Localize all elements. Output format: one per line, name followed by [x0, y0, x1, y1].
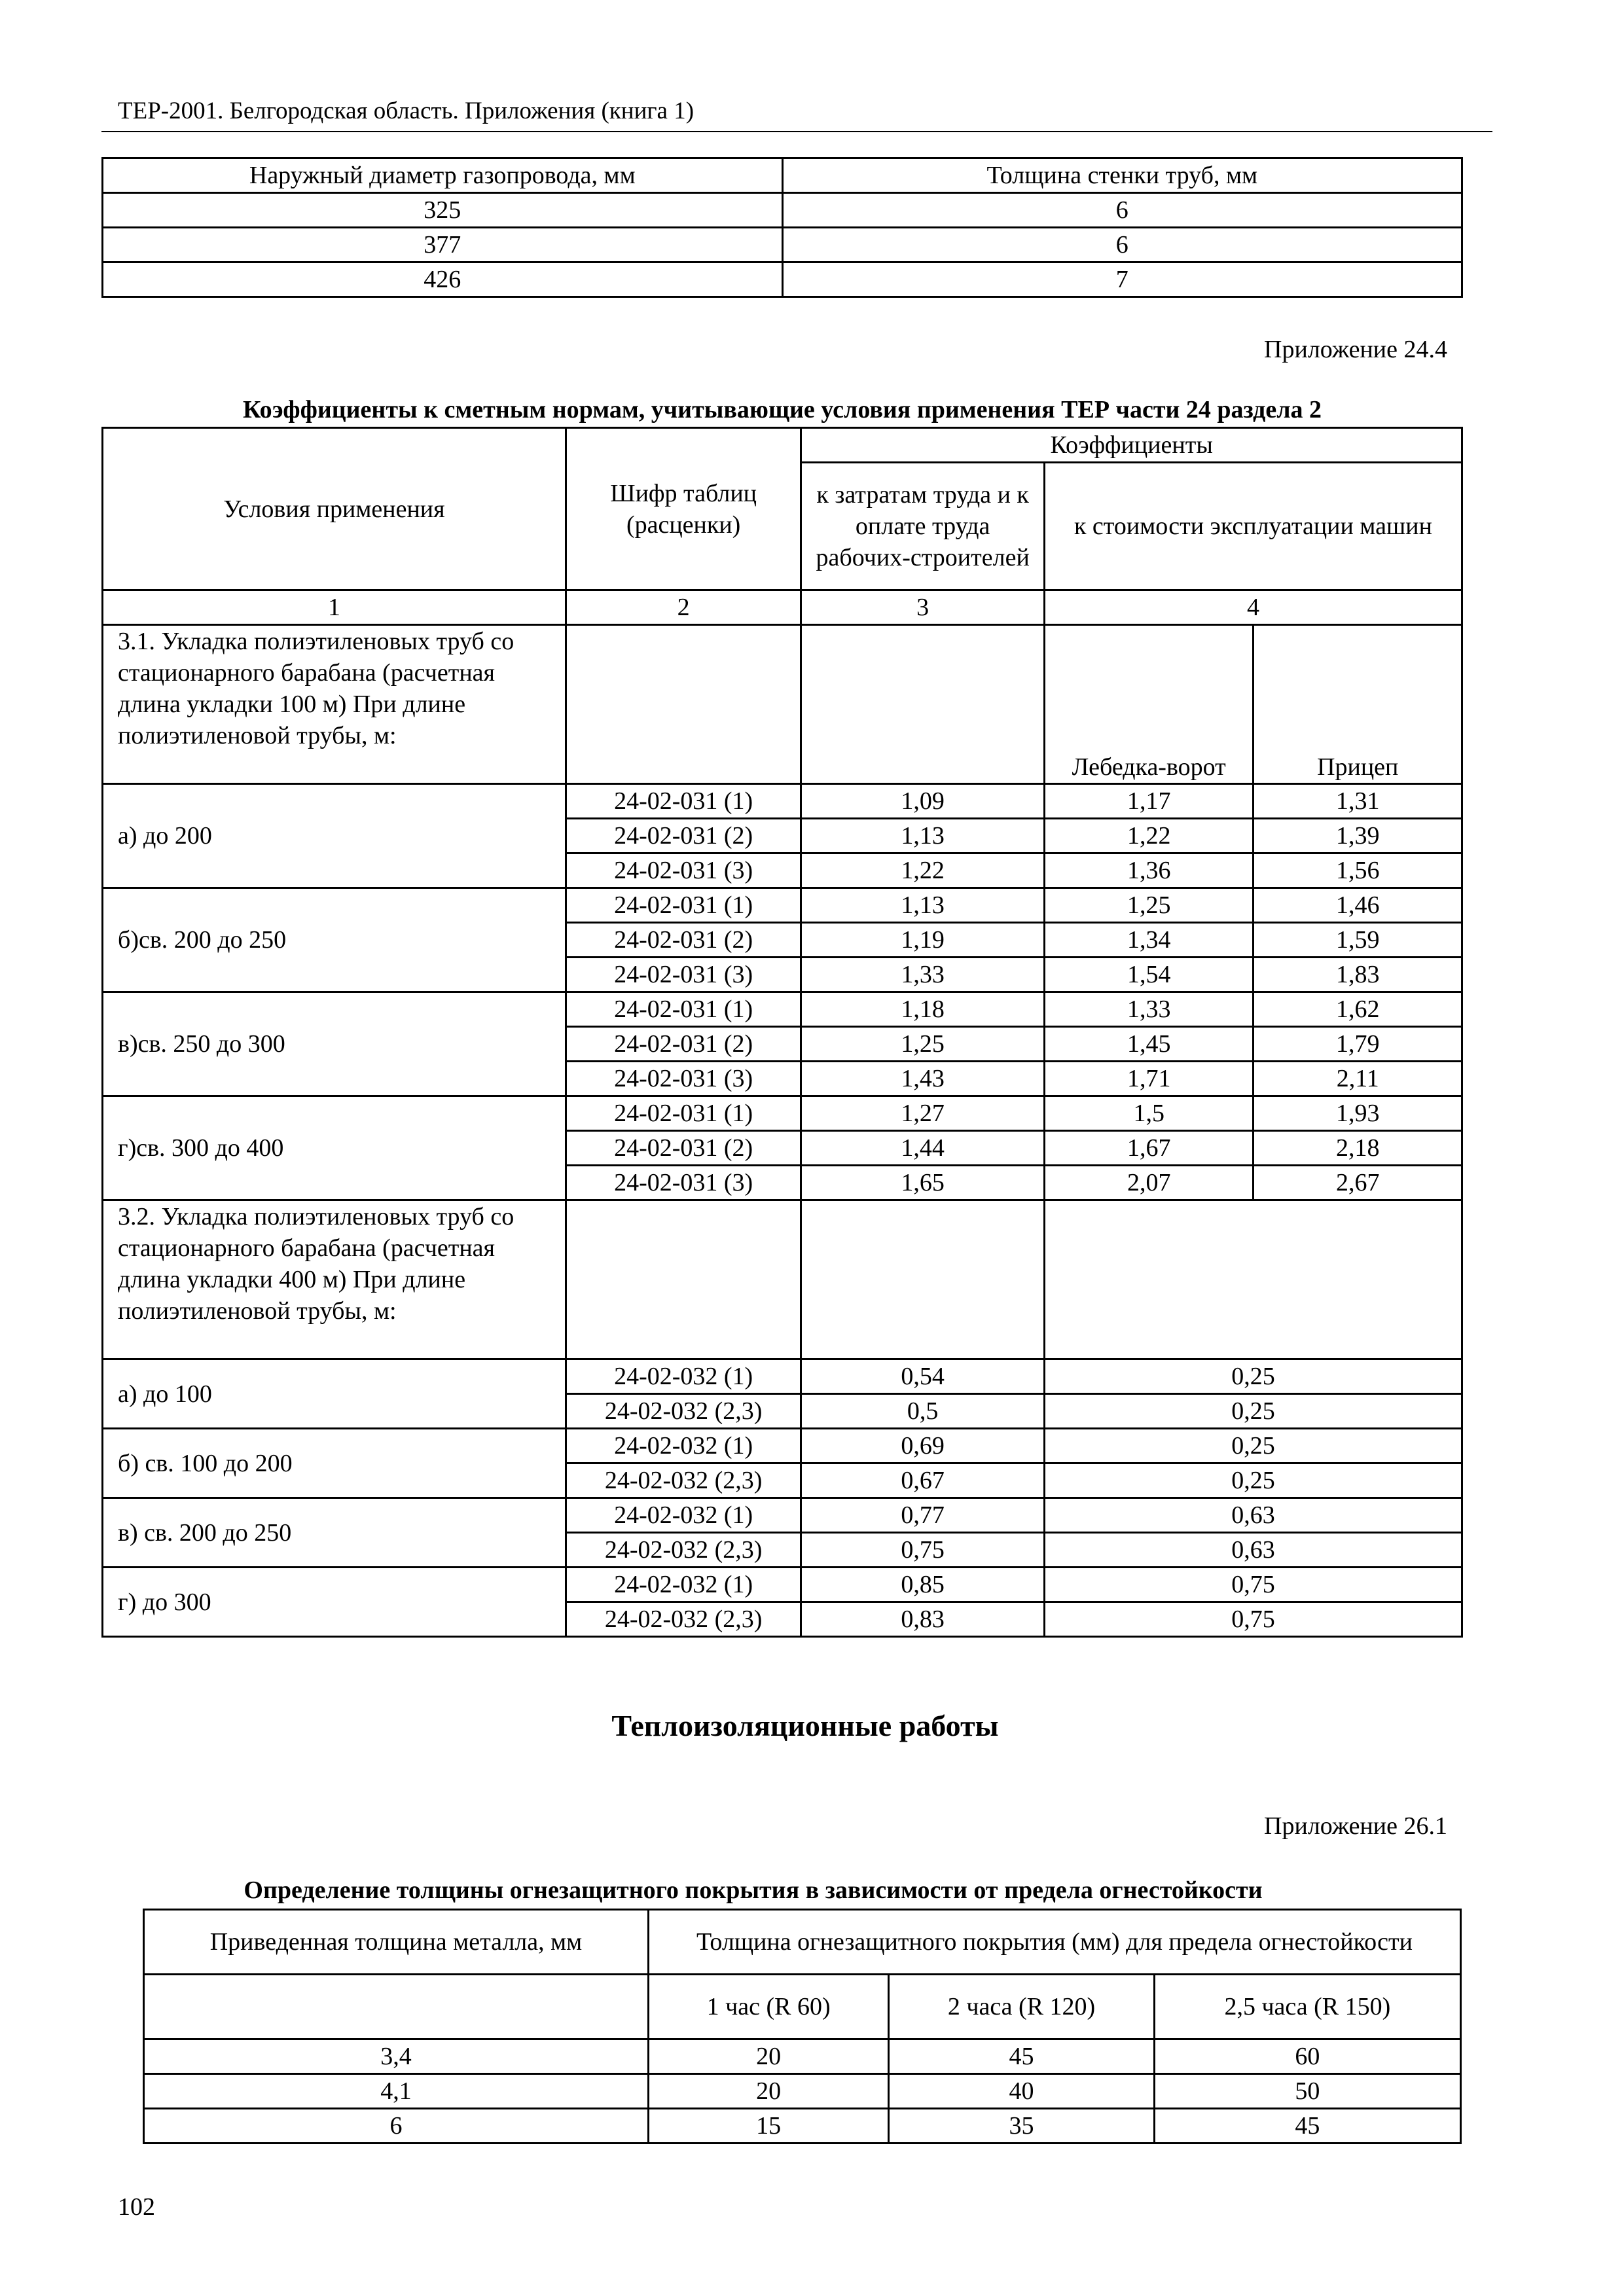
coefficients-table [101, 427, 1463, 1638]
table-cell: 24-02-032 (2,3) [566, 1602, 801, 1637]
table-cell: 1,43 [801, 1062, 1045, 1096]
table-cell [566, 625, 801, 784]
table-cell: 1,54 [1044, 958, 1254, 992]
table-header-row [103, 428, 1462, 463]
table-cell: 0,75 [1044, 1602, 1462, 1637]
table-cell: 0,25 [1044, 1463, 1462, 1498]
table-cell: 40 [889, 2074, 1154, 2109]
table-cell: 1,31 [1254, 784, 1462, 819]
table-cell: 0,63 [1044, 1498, 1462, 1533]
fireproof-coating-table [143, 1909, 1462, 2144]
table-header-row [144, 1975, 1461, 2039]
group-label: а) до 100 [103, 1359, 566, 1429]
table-cell: 1,33 [801, 958, 1045, 992]
section-row [103, 625, 1462, 784]
table-cell: 0,63 [1044, 1533, 1462, 1568]
table-cell: 50 [1154, 2074, 1460, 2109]
group-label: в) св. 200 до 250 [103, 1498, 566, 1568]
table-cell: 60 [1154, 2039, 1460, 2074]
group-label: г) до 300 [103, 1568, 566, 1637]
table-cell [1044, 1200, 1462, 1359]
table-cell: 1,59 [1254, 923, 1462, 958]
table-cell: 7 [782, 262, 1462, 297]
header-coefficients: Коэффициенты [801, 428, 1462, 463]
table-cell: 1,09 [801, 784, 1045, 819]
annex-label: Приложение 26.1 [1264, 1812, 1447, 1840]
table-cell: 1,25 [801, 1027, 1045, 1062]
table-row [144, 2109, 1461, 2144]
table-cell: 0,75 [801, 1533, 1045, 1568]
group-label: в)св. 250 до 300 [103, 992, 566, 1096]
table-cell: 3,4 [144, 2039, 649, 2074]
table-cell: 325 [103, 193, 783, 228]
subheader-trailer: Прицеп [1254, 625, 1462, 784]
group-label: а) до 200 [103, 784, 566, 888]
table-cell: 0,85 [801, 1568, 1045, 1602]
table-cell: 24-02-032 (1) [566, 1498, 801, 1533]
table-cell: 24-02-032 (1) [566, 1359, 801, 1394]
table-cell: 6 [782, 193, 1462, 228]
table-row [103, 1498, 1462, 1533]
table-cell: 35 [889, 2109, 1154, 2144]
table-cell: 1,19 [801, 923, 1045, 958]
table-cell [144, 1975, 649, 2039]
table-cell: 2,67 [1254, 1166, 1462, 1200]
table-cell: 24-02-031 (1) [566, 992, 801, 1027]
header-metal-thickness: Приведенная толщина металла, мм [144, 1910, 649, 1975]
table-cell: 24-02-031 (1) [566, 888, 801, 923]
table-cell: 1,22 [1044, 819, 1254, 853]
table-cell: 1,46 [1254, 888, 1462, 923]
table-cell: 0,83 [801, 1602, 1045, 1637]
table-cell: 426 [103, 262, 783, 297]
header-code: Шифр таблиц (расценки) [566, 428, 801, 590]
table-cell: 4,1 [144, 2074, 649, 2109]
running-header: ТЕР-2001. Белгородская область. Приложения (книга 1) [118, 98, 695, 124]
table-cell: 1,33 [1044, 992, 1254, 1027]
table-cell: 1,93 [1254, 1096, 1462, 1131]
table-cell: 24-02-031 (1) [566, 784, 801, 819]
table-cell: 24-02-031 (3) [566, 958, 801, 992]
table-cell: 24-02-032 (2,3) [566, 1463, 801, 1498]
table-cell: 24-02-032 (2,3) [566, 1533, 801, 1568]
table-header-row [103, 158, 1462, 193]
table-cell: 24-02-031 (2) [566, 1131, 801, 1166]
table-cell: 0,77 [801, 1498, 1045, 1533]
table-cell: 1,45 [1044, 1027, 1254, 1062]
table-cell: 24-02-031 (3) [566, 1062, 801, 1096]
table-header-row [144, 1910, 1461, 1975]
table-cell: 24-02-031 (2) [566, 1027, 801, 1062]
column-header: Наружный диаметр газопровода, мм [103, 158, 783, 193]
table-cell: 15 [648, 2109, 888, 2144]
table-cell: 0,75 [1044, 1568, 1462, 1602]
header-labor: к затратам труда и к оплате труда рабочих-строителей [801, 463, 1045, 590]
table-cell: 0,25 [1044, 1394, 1462, 1429]
table-cell: 0,54 [801, 1359, 1045, 1394]
table-cell [801, 1200, 1045, 1359]
table-cell: 1,18 [801, 992, 1045, 1027]
column-header: Толщина стенки труб, мм [782, 158, 1462, 193]
table-cell: 1,17 [1044, 784, 1254, 819]
table-cell: 1,67 [1044, 1131, 1254, 1166]
table-cell: 2,07 [1044, 1166, 1254, 1200]
subheader-1h: 1 час (R 60) [648, 1975, 888, 2039]
column-number: 2 [566, 590, 801, 625]
header-coating-thickness: Толщина огнезащитного покрытия (мм) для предела огнестойкости [648, 1910, 1460, 1975]
table-cell [801, 625, 1045, 784]
pipe-wall-thickness-table [101, 157, 1463, 298]
table-cell: 1,65 [801, 1166, 1045, 1200]
table-row [103, 1096, 1462, 1131]
table-caption: Коэффициенты к сметным нормам, учитывающие условия применения ТЕР части 24 раздела 2 [242, 396, 1322, 423]
subheader-2-5h: 2,5 часа (R 150) [1154, 1975, 1460, 2039]
section-label: 3.2. Укладка полиэтиленовых труб со стационарного барабана (расчетная длина укладки 400 м) При длине полиэтиленовой трубы, м: [103, 1200, 566, 1359]
column-number: 3 [801, 590, 1045, 625]
table-cell: 1,79 [1254, 1027, 1462, 1062]
table-cell: 45 [1154, 2109, 1460, 2144]
section-row [103, 1200, 1462, 1359]
header-rule [101, 131, 1492, 132]
header-conditions: Условия применения [103, 428, 566, 590]
table-cell: 6 [144, 2109, 649, 2144]
table-cell: 45 [889, 2039, 1154, 2074]
table-cell: 1,22 [801, 853, 1045, 888]
table-cell: 24-02-032 (1) [566, 1429, 801, 1463]
section-title: Теплоизоляционные работы [611, 1709, 999, 1742]
table-row [103, 193, 1462, 228]
table-cell: 24-02-032 (1) [566, 1568, 801, 1602]
table-cell: 1,71 [1044, 1062, 1254, 1096]
subheader-2h: 2 часа (R 120) [889, 1975, 1154, 2039]
table-cell: 1,27 [801, 1096, 1045, 1131]
table-cell: 1,34 [1044, 923, 1254, 958]
table-cell: 1,62 [1254, 992, 1462, 1027]
table-cell: 1,39 [1254, 819, 1462, 853]
table-cell: 0,69 [801, 1429, 1045, 1463]
table-cell: 20 [648, 2039, 888, 2074]
table-cell: 0,67 [801, 1463, 1045, 1498]
table-row [103, 228, 1462, 262]
table-cell: 24-02-031 (1) [566, 1096, 801, 1131]
table-cell: 377 [103, 228, 783, 262]
header-machines: к стоимости эксплуатации машин [1044, 463, 1462, 590]
table-cell: 24-02-032 (2,3) [566, 1394, 801, 1429]
table-cell: 6 [782, 228, 1462, 262]
table-row [103, 1359, 1462, 1394]
table-cell: 1,44 [801, 1131, 1045, 1166]
table-cell: 24-02-031 (3) [566, 1166, 801, 1200]
table-row [103, 262, 1462, 297]
table-caption: Определение толщины огнезащитного покрытия в зависимости от предела огнестойкости [244, 1876, 1263, 1904]
subheader-winch: Лебедка-ворот [1044, 625, 1254, 784]
table-cell: 1,5 [1044, 1096, 1254, 1131]
table-cell: 1,25 [1044, 888, 1254, 923]
table-cell: 2,18 [1254, 1131, 1462, 1166]
table-cell: 24-02-031 (2) [566, 923, 801, 958]
table-cell: 0,25 [1044, 1359, 1462, 1394]
table-cell: 2,11 [1254, 1062, 1462, 1096]
table-row [103, 784, 1462, 819]
table-cell: 24-02-031 (2) [566, 819, 801, 853]
table-cell: 1,36 [1044, 853, 1254, 888]
column-number: 4 [1044, 590, 1462, 625]
table-cell [566, 1200, 801, 1359]
table-cell: 1,56 [1254, 853, 1462, 888]
page-number: 102 [118, 2193, 155, 2221]
group-label: б)св. 200 до 250 [103, 888, 566, 992]
table-cell: 20 [648, 2074, 888, 2109]
table-cell: 1,13 [801, 888, 1045, 923]
table-cell: 1,13 [801, 819, 1045, 853]
group-label: б) св. 100 до 200 [103, 1429, 566, 1498]
column-number-row [103, 590, 1462, 625]
table-row [144, 2039, 1461, 2074]
column-number: 1 [103, 590, 566, 625]
table-cell: 1,83 [1254, 958, 1462, 992]
table-cell: 24-02-031 (3) [566, 853, 801, 888]
section-label: 3.1. Укладка полиэтиленовых труб со стационарного барабана (расчетная длина укладки 100 м) При длине полиэтиленовой трубы, м: [103, 625, 566, 784]
table-row [103, 1568, 1462, 1602]
table-row [103, 992, 1462, 1027]
table-cell: 0,5 [801, 1394, 1045, 1429]
table-cell: 0,25 [1044, 1429, 1462, 1463]
table-row [103, 888, 1462, 923]
table-row [103, 1429, 1462, 1463]
group-label: г)св. 300 до 400 [103, 1096, 566, 1200]
table-row [144, 2074, 1461, 2109]
annex-label: Приложение 24.4 [1264, 336, 1447, 363]
